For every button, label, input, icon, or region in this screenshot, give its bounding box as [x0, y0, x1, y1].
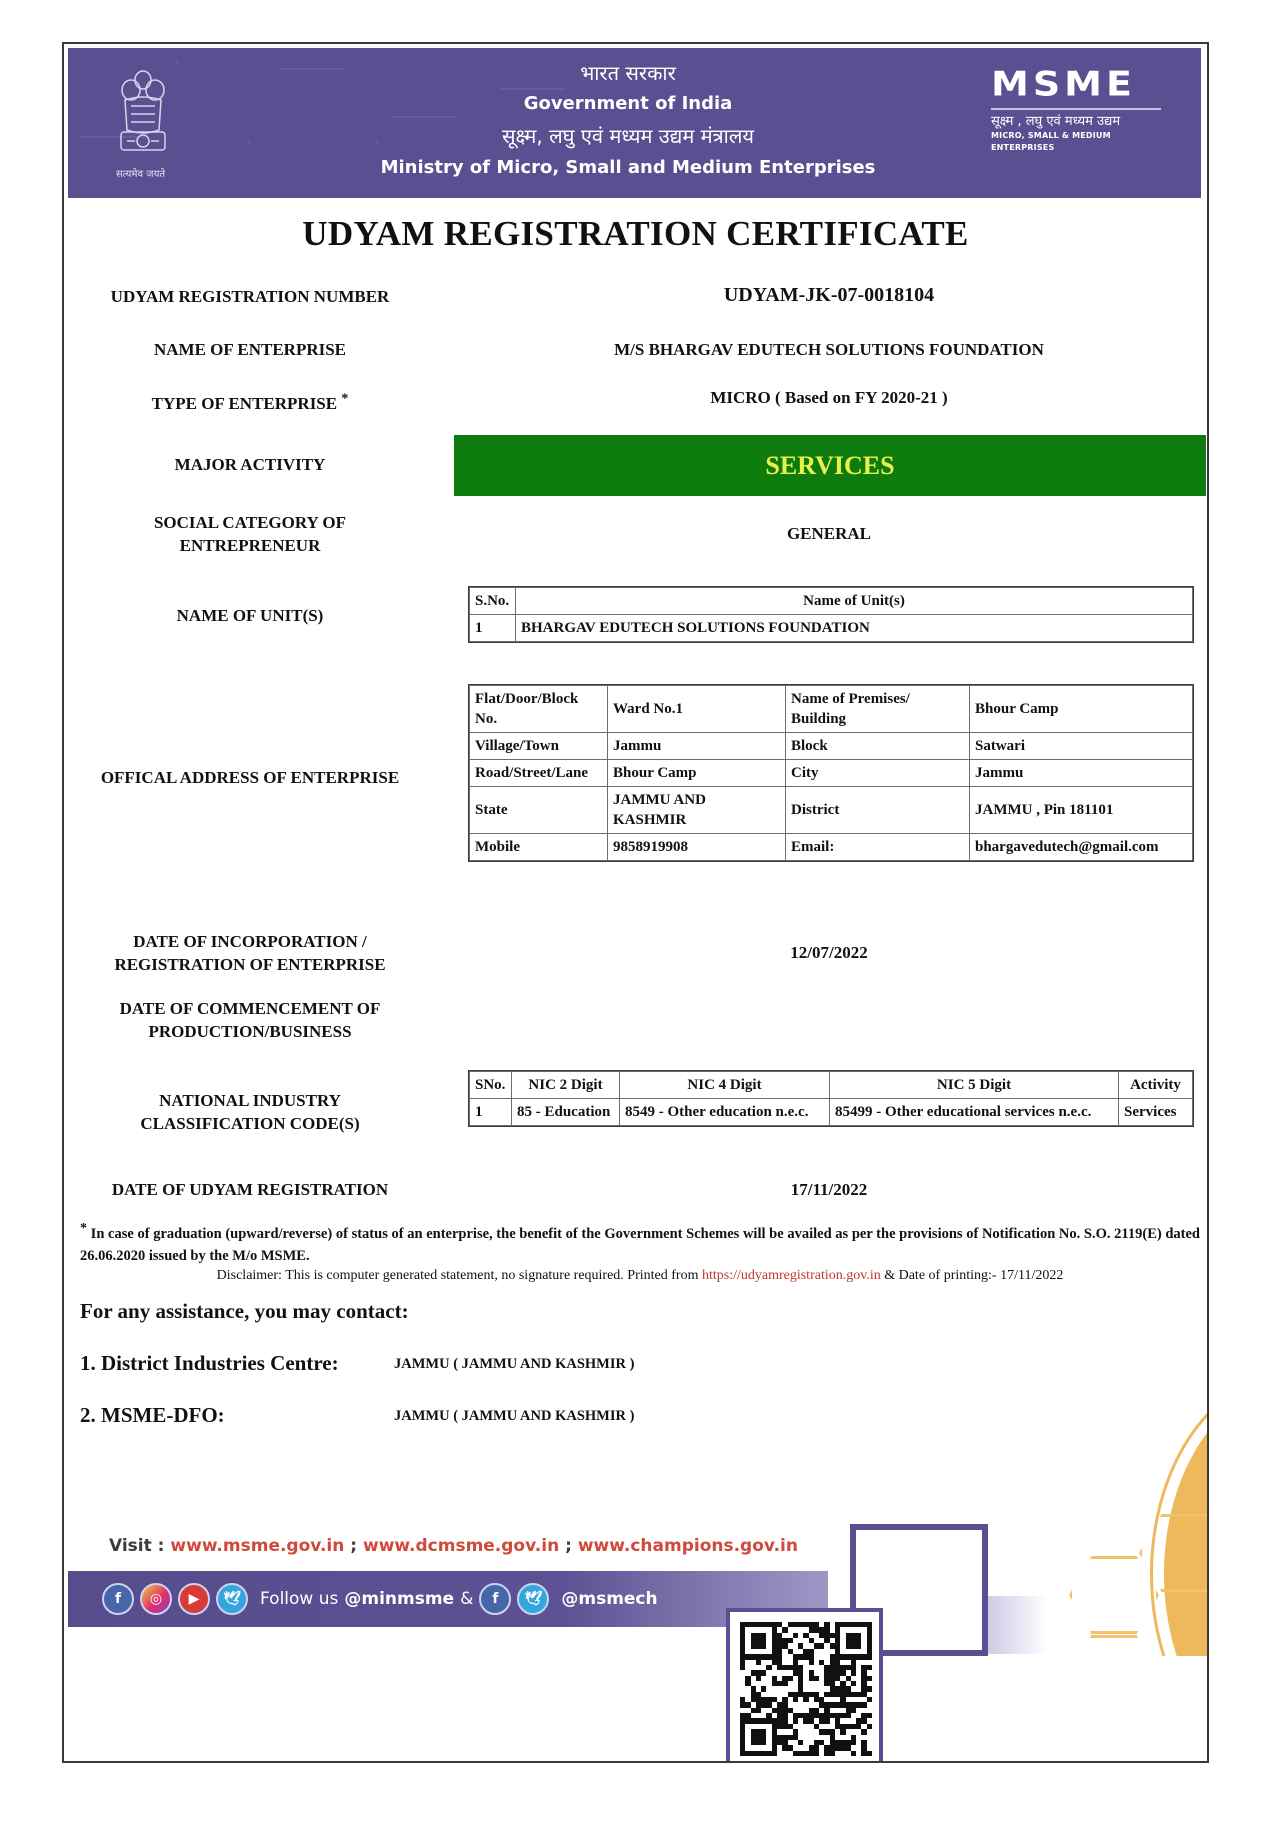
address-key: Road/Street/Lane	[470, 760, 608, 787]
address-key: Block	[786, 733, 970, 760]
nic-table-header	[470, 1072, 1193, 1099]
instagram-icon[interactable]: ◎	[140, 1583, 172, 1615]
decorative-fade	[988, 1596, 1048, 1654]
footnote-marker: *	[80, 1221, 87, 1237]
contact-dic-label: 1. District Industries Centre:	[80, 1351, 339, 1375]
enterprise-type-label	[80, 392, 420, 415]
units-table-header	[470, 588, 1193, 615]
address-value: Ward No.1	[608, 686, 786, 733]
unit-sno: 1	[470, 615, 516, 642]
follow-amp: &	[460, 1589, 474, 1609]
footnote-marker: *	[341, 391, 349, 407]
address-table	[469, 685, 1193, 861]
commencement-date-label	[80, 997, 420, 1043]
address-key: State	[470, 787, 608, 834]
msme-logo-hindi: सूक्ष्म , लघु एवं मध्यम उद्यम	[991, 114, 1121, 129]
units-table	[469, 587, 1193, 642]
banner-ministry: Ministry of Micro, Small and Medium Enterprises	[380, 157, 876, 178]
table-row	[470, 760, 1193, 787]
address-key: Village/Town	[470, 733, 608, 760]
enterprise-name-label: NAME OF ENTERPRISE	[153, 340, 347, 359]
enterprise-name-value: M/S BHARGAV EDUTECH SOLUTIONS FOUNDATION	[614, 340, 1044, 359]
registration-number-label: UDYAM REGISTRATION NUMBER	[110, 287, 390, 306]
udyam-registration-link[interactable]: https://udyamregistration.gov.in	[701, 1268, 881, 1283]
table-row	[470, 787, 1193, 834]
footnote	[80, 1223, 1200, 1267]
emblem-motto: सत्यमेव जयते	[116, 169, 166, 180]
nic-label-line1: NATIONAL INDUSTRY	[159, 1091, 341, 1110]
major-activity-label: MAJOR ACTIVITY	[174, 455, 326, 474]
visit-label: Visit :	[109, 1536, 171, 1556]
address-value: Bhour Camp	[970, 686, 1193, 733]
nic-label	[80, 1089, 420, 1135]
incorporation-date-label	[80, 930, 420, 976]
table-row	[470, 733, 1193, 760]
table-row	[470, 834, 1193, 861]
banner-hindi-ministry: सूक्ष्म, लघु एवं मध्यम उद्यम मंत्रालय	[502, 124, 754, 148]
unit-name: BHARGAV EDUTECH SOLUTIONS FOUNDATION	[516, 615, 1193, 642]
nic-table	[469, 1071, 1193, 1126]
social-category-value: GENERAL	[786, 524, 872, 543]
nic-sno: 1	[470, 1099, 512, 1126]
twitter-icon[interactable]: 🕊	[216, 1583, 248, 1615]
nic-activity: Services	[1119, 1099, 1193, 1126]
address-key: Email:	[786, 834, 970, 861]
disclaimer-prefix: Disclaimer: This is computer generated statement, no signature required. Printed from	[216, 1268, 702, 1283]
visit-line	[109, 1536, 798, 1556]
champions-site-link[interactable]: www.champions.gov.in	[577, 1536, 798, 1556]
units-label: NAME OF UNIT(S)	[176, 606, 324, 625]
certificate-page	[62, 42, 1209, 1763]
nic-5digit: 85499 - Other educational services n.e.c.	[830, 1099, 1119, 1126]
incorporation-date-label-line1: DATE OF INCORPORATION /	[133, 932, 367, 951]
footnote-text: In case of graduation (upward/reverse) of status of an enterprise, the benefit of the Government Schemes will be availed as per the provisions of Notification No. S.O. 2119(E) dated 26.06.2020 issued by the M/o MSME.	[80, 1226, 1201, 1264]
social-category-label-line1: SOCIAL CATEGORY OF	[153, 513, 347, 532]
incorporation-date-label-line2: REGISTRATION OF ENTERPRISE	[114, 955, 386, 974]
address-value: Bhour Camp	[608, 760, 786, 787]
nic-header-sno: SNo.	[470, 1072, 512, 1099]
address-value: JAMMU AND KASHMIR	[608, 787, 786, 834]
banner-hindi-govt: भारत सरकार	[580, 61, 676, 85]
address-value: 9858919908	[608, 834, 786, 861]
commencement-date-label-line1: DATE OF COMMENCEMENT OF	[119, 999, 381, 1018]
address-label: OFFICAL ADDRESS OF ENTERPRISE	[100, 768, 400, 787]
contact-heading: For any assistance, you may contact:	[80, 1299, 409, 1323]
major-activity-value: SERVICES	[454, 435, 1206, 496]
follow-us-row	[102, 1579, 658, 1619]
address-key: District	[786, 787, 970, 834]
twitter-icon[interactable]: 🕊	[517, 1583, 549, 1615]
contact-dfo-label: 2. MSME-DFO:	[80, 1403, 225, 1427]
address-value: Jammu	[970, 760, 1193, 787]
address-key: Flat/Door/Block No.	[470, 686, 608, 733]
msme-site-link[interactable]: www.msme.gov.in	[170, 1536, 345, 1556]
incorporation-date-value: 12/07/2022	[790, 943, 868, 962]
nic-label-line2: CLASSIFICATION CODE(S)	[140, 1114, 360, 1133]
facebook-icon[interactable]: f	[102, 1583, 134, 1615]
udyam-date-label: DATE OF UDYAM REGISTRATION	[111, 1180, 389, 1199]
dcmsme-site-link[interactable]: www.dcmsme.gov.in	[363, 1536, 560, 1556]
nic-4digit: 8549 - Other education n.e.c.	[620, 1099, 830, 1126]
table-row	[470, 615, 1193, 642]
certificate-title: UDYAM REGISTRATION CERTIFICATE	[302, 214, 969, 253]
msme-logo	[991, 64, 1161, 154]
national-emblem-icon	[113, 66, 173, 166]
udyam-date-value: 17/11/2022	[790, 1180, 868, 1199]
units-header-sno: S.No.	[470, 588, 516, 615]
commencement-date-label-line2: PRODUCTION/BUSINESS	[148, 1022, 352, 1041]
logo-divider	[991, 108, 1161, 110]
address-key: City	[786, 760, 970, 787]
msme-logo-english: MICRO, SMALL & MEDIUM ENTERPRISES	[991, 131, 1111, 152]
registration-number-value: UDYAM-JK-07-0018104	[723, 284, 935, 306]
banner-title-block	[368, 58, 888, 184]
site-separator: ;	[559, 1536, 578, 1556]
social-category-label	[80, 511, 420, 557]
table-row	[470, 686, 1193, 733]
email-value: bhargavedutech@gmail.com	[970, 834, 1193, 861]
address-value: Satwari	[970, 733, 1193, 760]
address-value: JAMMU , Pin 181101	[970, 787, 1193, 834]
contact-dfo-value: JAMMU ( JAMMU AND KASHMIR )	[394, 1408, 635, 1424]
msmech-handle[interactable]: @msmech	[561, 1589, 658, 1609]
qr-code-frame	[726, 1608, 883, 1763]
disclaimer	[80, 1265, 1200, 1287]
site-separator: ;	[344, 1536, 363, 1556]
decorative-hexagon	[1069, 1556, 1159, 1634]
nic-header-4digit: NIC 4 Digit	[620, 1072, 830, 1099]
nic-header-activity: Activity	[1119, 1072, 1193, 1099]
address-key: Mobile	[470, 834, 608, 861]
qr-module	[867, 1751, 872, 1756]
youtube-icon[interactable]: ▶	[178, 1583, 210, 1615]
nic-header-2digit: NIC 2 Digit	[512, 1072, 620, 1099]
enterprise-type-value: MICRO ( Based on FY 2020-21 )	[710, 388, 948, 407]
disclaimer-suffix: & Date of printing:- 17/11/2022	[880, 1268, 1064, 1283]
contact-dic-value: JAMMU ( JAMMU AND KASHMIR )	[394, 1356, 635, 1372]
header-banner	[68, 48, 1201, 198]
qr-code[interactable]	[740, 1622, 872, 1756]
social-category-label-line2: ENTREPRENEUR	[179, 536, 321, 555]
address-value: Jammu	[608, 733, 786, 760]
address-key: Name of Premises/ Building	[786, 686, 970, 733]
facebook-icon[interactable]: f	[479, 1583, 511, 1615]
nic-2digit: 85 - Education	[512, 1099, 620, 1126]
footer-whitespace	[64, 1656, 1207, 1763]
banner-govt-of-india: Government of India	[523, 93, 733, 114]
nic-header-5digit: NIC 5 Digit	[830, 1072, 1119, 1099]
msme-wordmark: MSME	[991, 64, 1136, 104]
units-header-name: Name of Unit(s)	[516, 588, 1193, 615]
table-row	[470, 1099, 1193, 1126]
enterprise-type-label-text: TYPE OF ENTERPRISE	[151, 394, 338, 413]
follow-prefix: Follow us	[260, 1589, 339, 1609]
minmsme-handle[interactable]: @minmsme	[344, 1589, 455, 1609]
